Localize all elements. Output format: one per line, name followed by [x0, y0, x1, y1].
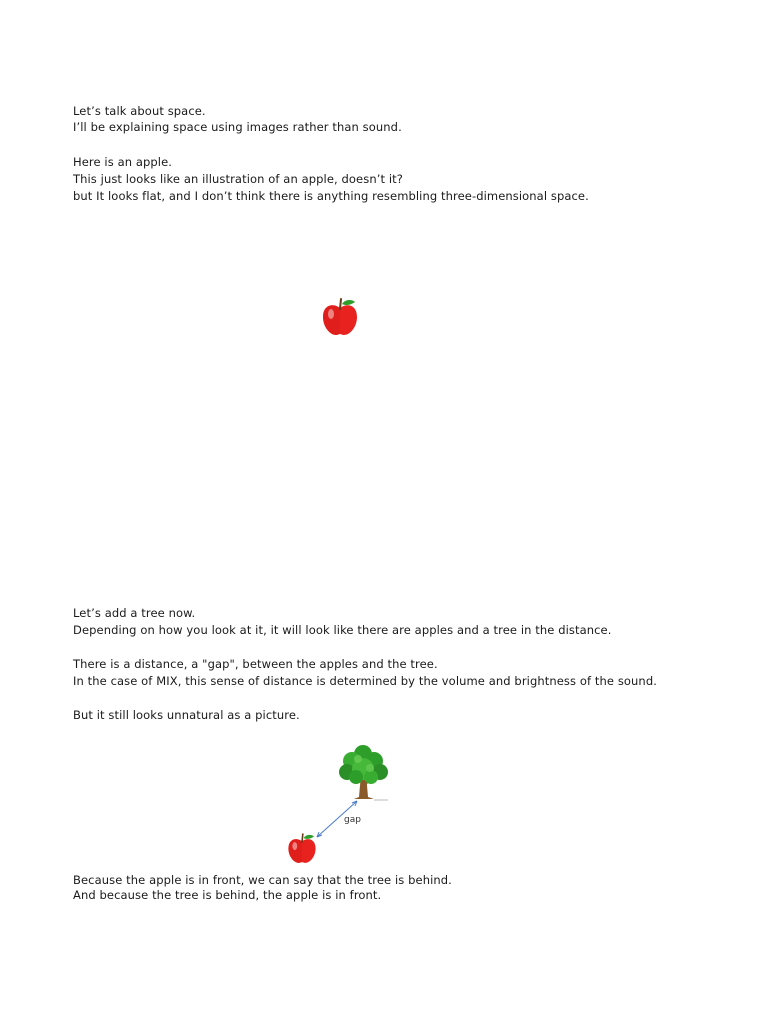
intro-line-5: but It looks flat, and I don’t think there is anything resembling three-dimensional space. [73, 189, 589, 203]
apple-icon [320, 296, 360, 338]
intro-line-3: Here is an apple. [73, 155, 173, 169]
intro-line-2: I’ll be explaining space using images rather than sound. [73, 120, 402, 134]
apple-icon [286, 831, 318, 866]
tree-line-3: There is a distance, a "gap", between the apples and the tree. [73, 657, 438, 671]
gap-label: gap [344, 815, 361, 825]
tree-line-4: In the case of MIX, this sense of distance is determined by the volume and brightness of the sound. [73, 674, 657, 688]
intro-line-1: Let’s talk about space. [73, 104, 206, 118]
tree-icon [336, 744, 392, 802]
conclusion-line-2: And because the tree is behind, the apple is in front. [73, 888, 382, 902]
tree-line-5: But it still looks unnatural as a picture. [73, 708, 300, 722]
conclusion-line-1: Because the apple is in front, we can say that the tree is behind. [73, 873, 452, 887]
intro-line-4: This just looks like an illustration of an apple, doesn’t it? [73, 172, 403, 186]
tree-line-1: Let’s add a tree now. [73, 606, 196, 620]
tree-line-2: Depending on how you look at it, it will look like there are apples and a tree in the distance. [73, 623, 612, 637]
